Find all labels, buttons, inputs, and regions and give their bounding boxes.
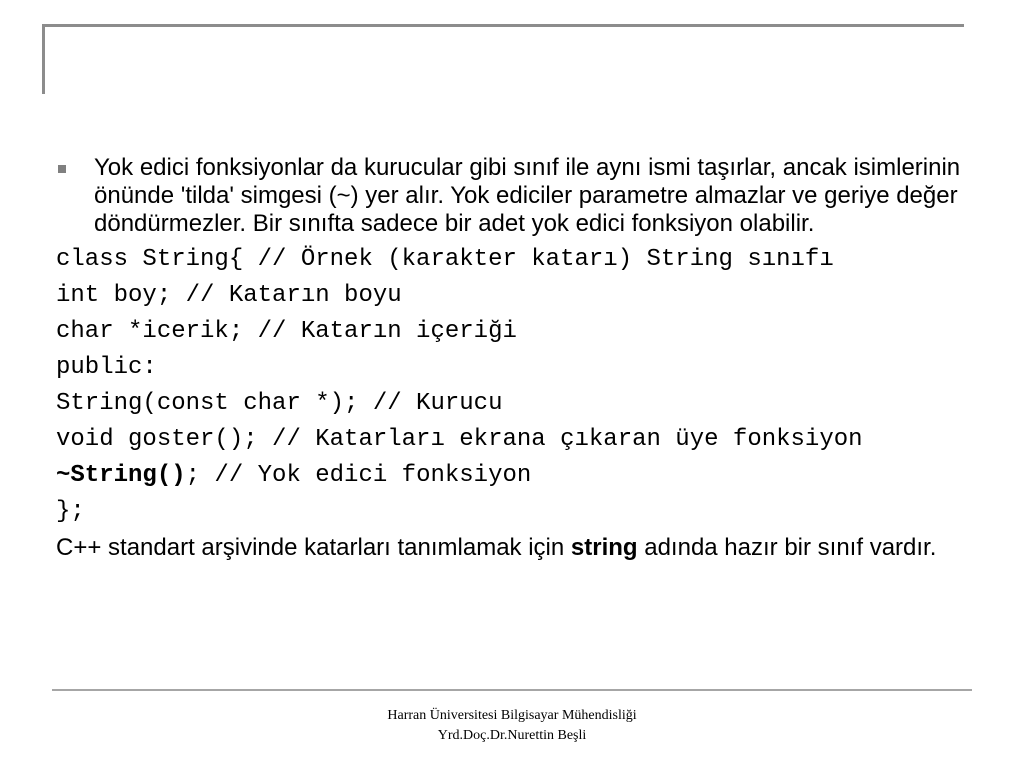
footer (0, 706, 1024, 746)
code-line-4: public: (56, 354, 157, 381)
destructor-name: ~String() (56, 462, 186, 489)
code-line-1: class String{ // Örnek (karakter katarı) String sınıfı (56, 246, 834, 273)
code-line-8: }; (56, 498, 85, 525)
frame-top-line (42, 24, 964, 27)
slide-content (56, 154, 976, 562)
code-line-3: char *icerik; // Katarın içeriği (56, 318, 517, 345)
frame-left-line (42, 24, 45, 94)
closing-text-before: C++ standart arşivinde katarları tanımlamak için (56, 534, 571, 561)
square-bullet-icon (58, 165, 66, 173)
code-line-2: int boy; // Katarın boyu (56, 282, 402, 309)
footer-line-1: Harran Üniversitesi Bilgisayar Mühendisliği (387, 708, 637, 723)
code-line-5: String(const char *); // Kurucu (56, 390, 503, 417)
code-line-7 (56, 462, 976, 490)
closing-text-bold: string (570, 534, 638, 561)
destructor-comment: ; // Yok edici fonksiyon (185, 462, 532, 489)
closing-text-after: adında hazır bir sınıf vardır. (637, 534, 937, 561)
bullet-item (56, 154, 976, 238)
footer-divider (52, 689, 972, 691)
footer-line-2: Yrd.Doç.Dr.Nurettin Beşli (437, 728, 587, 743)
bullet-text: Yok edici fonksiyonlar da kurucular gibi sınıf ile aynı ismi taşırlar, ancak isimlerinin önünde 'tilda' simgesi (~) yer alır. Yok ediciler parametre almazlar ve geriye değer döndürmezler. Bir sınıfta sadece bir adet yok edici fonksiyon olabilir. (94, 154, 961, 237)
closing-paragraph (56, 534, 976, 562)
code-line-6: void goster(); // Katarları ekrana çıkaran üye fonksiyon (56, 426, 863, 453)
